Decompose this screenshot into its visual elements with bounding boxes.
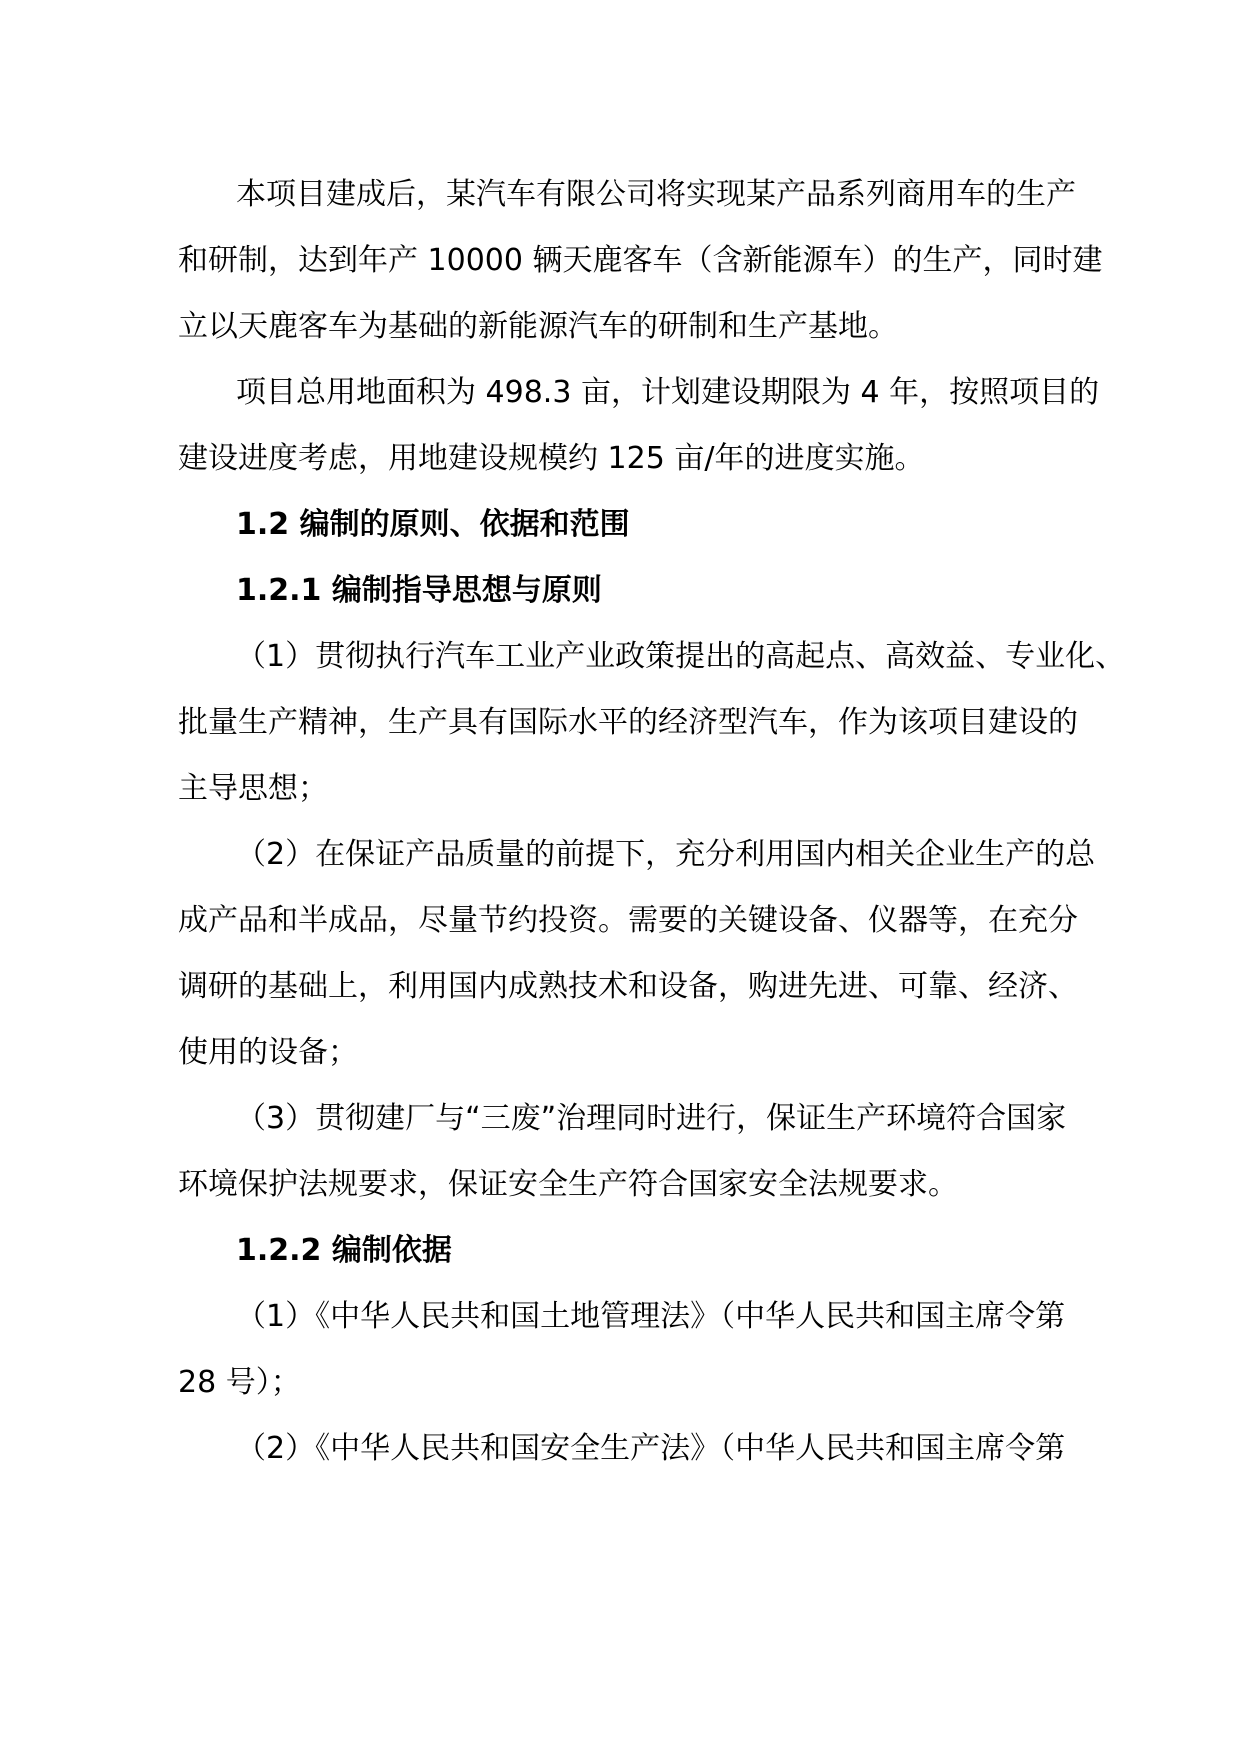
paragraph-5-line-1: （3）贯彻建厂与“三废”治理同时进行，保证生产环境符合国家 <box>236 1101 1067 1136</box>
paragraph-6-line-2: 28 号）； <box>178 1365 301 1400</box>
paragraph-4-line-3: 调研的基础上，利用国内成熟技术和设备，购进先进、可靠、经济、 <box>178 969 1078 1004</box>
paragraph-6-line-1: （1）《中华人民共和国土地管理法》（中华人民共和国主席令第 <box>236 1299 1066 1334</box>
paragraph-3-line-1: （1）贯彻执行汽车工业产业政策提出的高起点、高效益、专业化、 <box>236 639 1126 674</box>
paragraph-2-line-1: 项目总用地面积为 498.3 亩，计划建设期限为 4 年，按照项目的 <box>236 375 1100 410</box>
section-heading-1-2-1: 1.2.1 编制指导思想与原则 <box>236 573 602 608</box>
paragraph-4-line-2: 成产品和半成品，尽量节约投资。需要的关键设备、仪器等，在充分 <box>178 903 1078 938</box>
paragraph-2-line-2: 建设进度考虑，用地建设规模约 125 亩/年的进度实施。 <box>178 441 925 476</box>
paragraph-5-line-2: 环境保护法规要求，保证安全生产符合国家安全法规要求。 <box>178 1167 958 1202</box>
paragraph-3-line-2: 批量生产精神，生产具有国际水平的经济型汽车，作为该项目建设的 <box>178 705 1078 740</box>
paragraph-7-line-1: （2）《中华人民共和国安全生产法》（中华人民共和国主席令第 <box>236 1431 1066 1466</box>
paragraph-4-line-1: （2）在保证产品质量的前提下，充分利用国内相关企业生产的总 <box>236 837 1096 872</box>
paragraph-1-line-3: 立以天鹿客车为基础的新能源汽车的研制和生产基地。 <box>178 309 898 344</box>
paragraph-1-line-2: 和研制，达到年产 10000 辆天鹿客车（含新能源车）的生产，同时建 <box>178 243 1103 278</box>
paragraph-1-line-1: 本项目建成后，某汽车有限公司将实现某产品系列商用车的生产 <box>236 177 1076 212</box>
paragraph-4-line-4: 使用的设备； <box>178 1035 358 1070</box>
section-heading-1-2: 1.2 编制的原则、依据和范围 <box>236 507 630 542</box>
paragraph-3-line-3: 主导思想； <box>178 771 328 806</box>
section-heading-1-2-2: 1.2.2 编制依据 <box>236 1233 452 1268</box>
